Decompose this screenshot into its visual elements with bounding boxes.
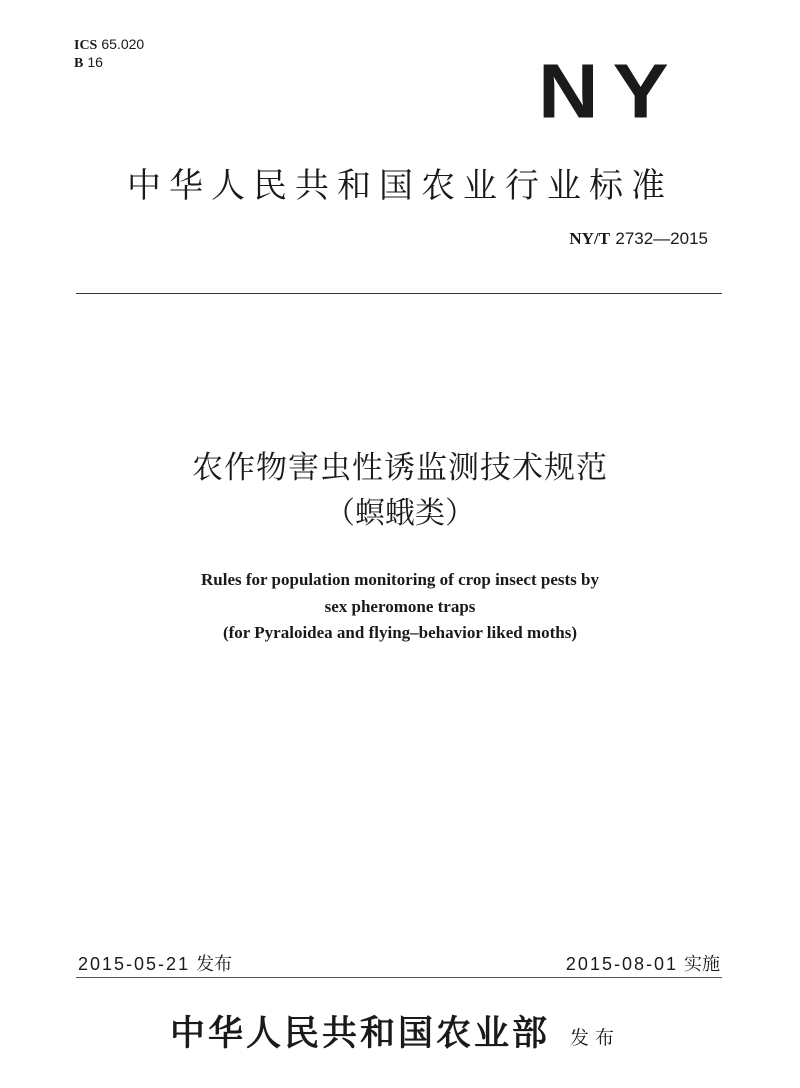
- implementation-date-value: 2015-08-01: [565, 954, 678, 974]
- ics-code: 65.020: [101, 36, 145, 52]
- implementation-date-label: 实施: [684, 954, 720, 975]
- ny-logo: NY: [538, 47, 683, 134]
- title-chinese: 农作物害虫性诱监测技术规范: [192, 450, 608, 486]
- implementation-date: [566, 953, 720, 976]
- bottom-divider: [76, 977, 722, 978]
- title-english-line-2: sex pheromone traps: [324, 597, 476, 616]
- standard-type-heading: 中华人民共和国农业行业标准: [127, 166, 673, 206]
- ccs-label: B: [74, 56, 84, 71]
- standard-number-prefix: NY/T: [569, 229, 610, 248]
- title-english-line-3: (for Pyraloidea and flying–behavior liked moths): [222, 623, 578, 642]
- issue-date: [78, 953, 232, 976]
- subtitle-chinese: （螟蛾类）: [325, 496, 475, 531]
- publisher-action: 发布: [570, 1027, 621, 1049]
- ccs-classification: [74, 54, 103, 72]
- title-english-line-1: Rules for population monitoring of crop insect pests by: [201, 570, 599, 589]
- standard-number: [569, 228, 708, 250]
- ccs-code: 16: [87, 54, 103, 70]
- standard-number-value: 2732—2015: [615, 229, 708, 248]
- issue-date-value: 2015-05-21: [78, 954, 191, 974]
- publisher-name: 中华人民共和国农业部: [170, 1013, 551, 1054]
- ics-label: ICS: [74, 38, 98, 53]
- ics-classification: [74, 36, 144, 54]
- top-divider: [76, 293, 722, 294]
- issue-date-label: 发布: [196, 954, 233, 975]
